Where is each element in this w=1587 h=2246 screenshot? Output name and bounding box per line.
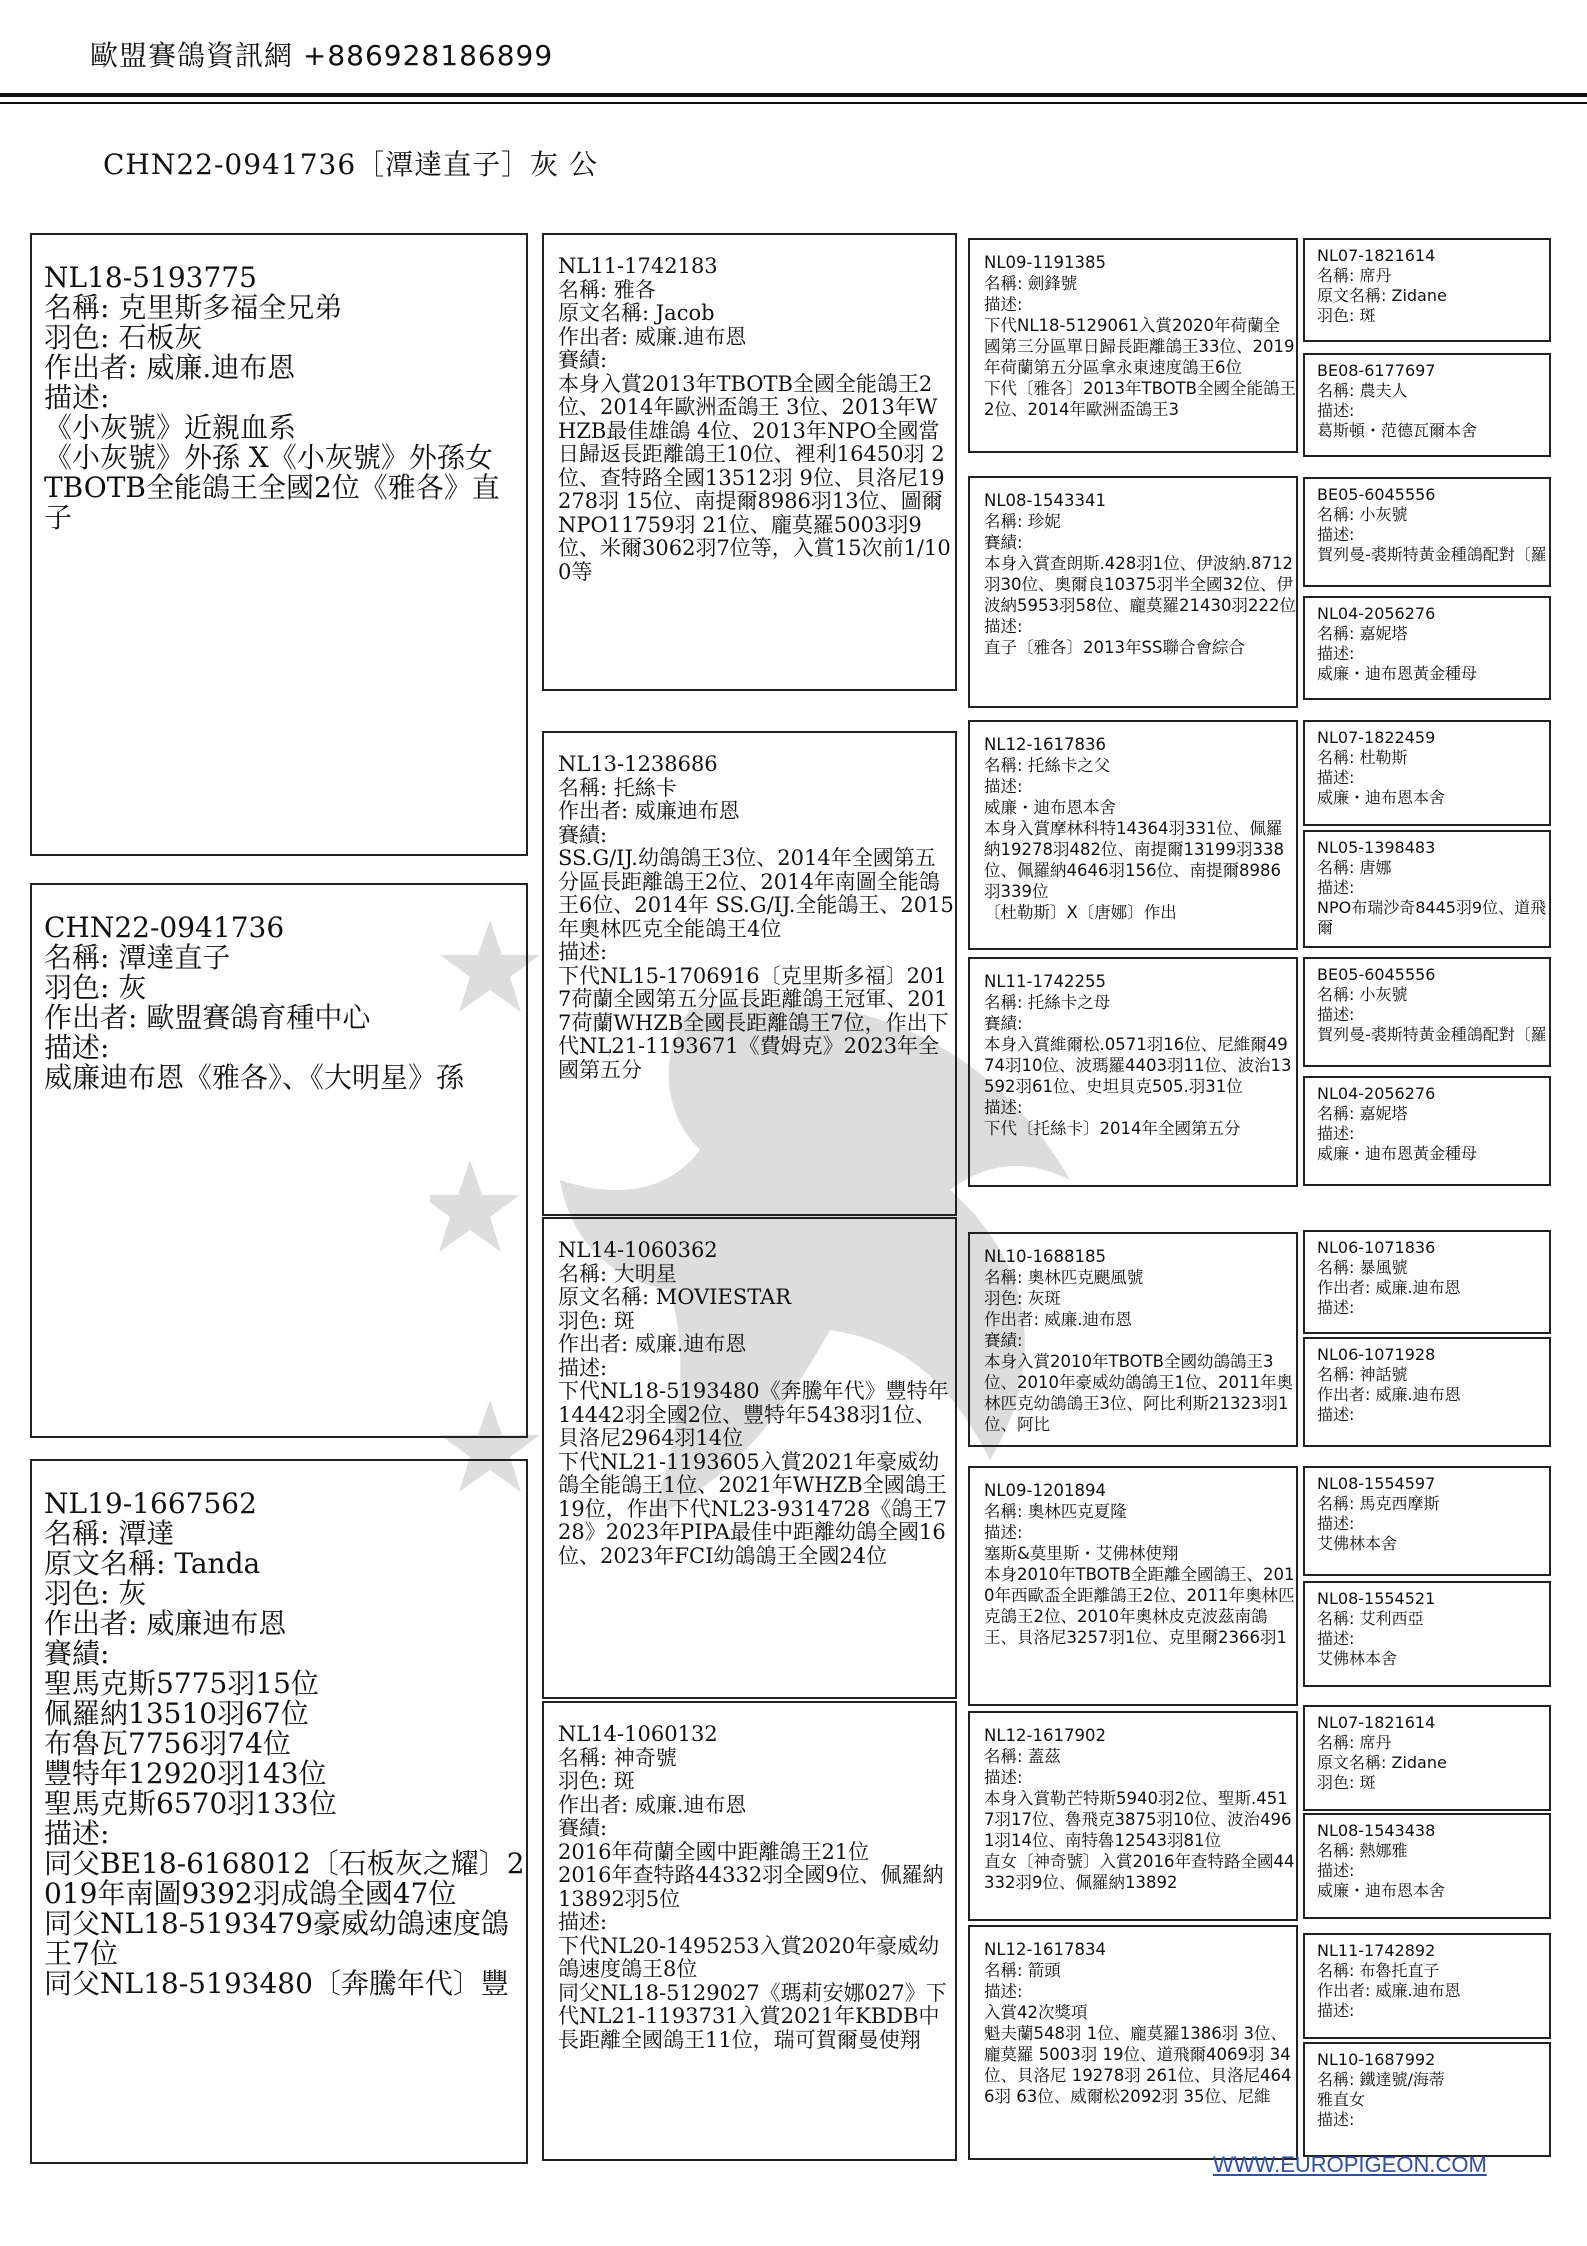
gggp-text: NL06-1071928 名稱: 神話號 作出者: 威廉.迪布恩 描述:: [1317, 1345, 1461, 1424]
gggp-box: [1303, 1813, 1551, 1919]
gggp-box: [1303, 1581, 1551, 1687]
ggp-text: NL09-1201894 名稱: 奧林匹克夏隆 描述: 塞斯&莫里斯・艾佛林使翔 本身2010年TBOTB全距離全國鴿王、2010年西歐盃全距離鴿王2位、2011年奧林匹克鴿王2位、2010年奧林皮克波茲南鴿王、貝洛尼3257羽1位、克里爾2366羽1: [984, 1481, 1295, 1647]
gggp-box: [1303, 1230, 1551, 1334]
ggp-text: NL12-1617836 名稱: 托絲卡之父 描述: 威廉・迪布恩本舍 本身入賞摩林科特14364羽331位、佩羅納19278羽482位、南提爾13199羽338位、佩羅納4646羽156位、南提爾8986羽339位 〔杜勒斯〕X〔唐娜〕作出: [984, 735, 1284, 922]
gggp-box: [1303, 477, 1551, 587]
gggp-text: NL04-2056276 名稱: 嘉妮塔 描述: 威廉・迪布恩黃金種母: [1317, 604, 1478, 683]
ggp-text: NL12-1617834 名稱: 箭頭 描述: 入賞42次獎項 魁夫蘭548羽 1位、龐莫羅1386羽 3位、龐莫羅 5003羽 19位、道飛爾4069羽 34位、貝洛尼 19278羽 261位、貝洛尼4646羽 63位、威爾松2092羽 35位、尼維: [984, 1940, 1292, 2106]
sire-text: NL18-5193775 名稱: 克里斯多福全兄弟 羽色: 石板灰 作出者: 威廉.迪布恩 描述: 《小灰號》近親血系 《小灰號》外孫 X《小灰號》外孫女 TBOTB全能鴿王全國2位《雅各》直子: [44, 261, 500, 534]
gggp-text: NL06-1071836 名稱: 暴風號 作出者: 威廉.迪布恩 描述:: [1317, 1238, 1461, 1317]
ggp-text: NL11-1742255 名稱: 托絲卡之母 賽績: 本身入賞維爾松.0571羽16位、尼維爾4974羽10位、波瑪羅4403羽11位、波治13592羽61位、史坦貝克505.羽31位 描述: 下代〔托絲卡〕2014年全國第五分: [984, 972, 1292, 1138]
ggp-text: NL08-1543341 名稱: 珍妮 賽績: 本身入賞查朗斯.428羽1位、伊波納.8712羽30位、奧爾良10375羽半全國32位、伊波納5953羽58位、龐莫羅21430羽222位 描述: 直子〔雅各〕2013年SS聯合會綜合: [984, 491, 1296, 657]
gggp-box: [1303, 1466, 1551, 1576]
gggp-text: BE05-6045556 名稱: 小灰號 描述: 賀列曼-裘斯特黃金種鴿配對〔羅: [1317, 965, 1547, 1044]
gggp-box: [1303, 1337, 1551, 1447]
gggp-text: NL07-1821614 名稱: 席丹 原文名稱: Zidane 羽色: 斑: [1317, 1713, 1447, 1792]
grandparent-text: NL13-1238686 名稱: 托絲卡 作出者: 威廉迪布恩 賽績: SS.G/IJ.幼鴿鴿王3位、2014年全國第五分區長距離鴿王2位、2014年南圖全能鴿王6位、2014年 SS.G/IJ.全能鴿王、2015年奧林匹克全能鴿王4位 描述: 下代NL15-1706916〔克里斯多福〕2017荷蘭全國第五分區長距離鴿王冠軍、2017荷蘭WHZB全國長距離鴿王7位，作出下代NL21-1193671《費姆克》2023年全國第五分: [558, 752, 954, 1082]
gggp-text: BE08-6177697 名稱: 農夫人 描述: 葛斯頓・范德瓦爾本舍: [1317, 361, 1478, 440]
site-header-text: 歐盟賽鴿資訊網 +886928186899: [90, 39, 554, 72]
pedigree-title: CHN22-0941736［潭達直子］灰 公: [103, 148, 599, 181]
gggp-box: [1303, 720, 1551, 826]
sire-box: [30, 233, 528, 856]
gggp-text: NL04-2056276 名稱: 嘉妮塔 描述: 威廉・迪布恩黃金種母: [1317, 1084, 1478, 1163]
gggp-box: [1303, 596, 1551, 700]
gggp-text: NL11-1742892 名稱: 布魯托直子 作出者: 威廉.迪布恩 描述:: [1317, 1941, 1461, 2020]
gggp-box: [1303, 1705, 1551, 1811]
ggp-box: [968, 720, 1298, 950]
ggp-box: [968, 1232, 1298, 1447]
ggp-text: NL12-1617902 名稱: 蓋茲 描述: 本身入賞勒芒特斯5940羽2位、聖斯.4517羽17位、魯飛克3875羽10位、波治4961羽14位、南特魯12543羽81位 直女〔神奇號〕入賞2016年查特路全國44332羽9位、佩羅納13892: [984, 1726, 1295, 1892]
europigeon-link[interactable]: WWW.EUROPIGEON.COM: [1213, 2152, 1487, 2177]
dam-box: [30, 1459, 528, 2164]
ggp-box: [968, 1711, 1298, 1921]
grandparent-text: NL11-1742183 名稱: 雅各 原文名稱: Jacob 作出者: 威廉.迪布恩 賽績: 本身入賞2013年TBOTB全國全能鴿王2位、2014年歐洲盃鴿王 3位、2013年WHZB最佳雄鴿 4位、2013年NPO全國當日歸返長距離鴿王10位、裡利16450羽 2位、查特路全國13512羽 9位、貝洛尼19278羽 15位、南提爾8986羽13位、圖爾NPO11759羽 21位、龐莫羅5003羽9位、米爾3062羽7位等，入賞15次前1/100等: [558, 254, 951, 584]
gggp-text: NL05-1398483 名稱: 唐娜 描述: NPO布瑞沙奇8445羽9位、道飛爾: [1317, 838, 1547, 937]
grandsire-paternal-box: [542, 233, 957, 691]
grandparent-text: NL14-1060362 名稱: 大明星 原文名稱: MOVIESTAR 羽色: 斑 作出者: 威廉.迪布恩 描述: 下代NL18-5193480《奔騰年代》豐特年14442羽全國2位、豐特年5438羽1位、貝洛尼2964羽14位 下代NL21-1193605入賞2021年豪威幼鴿全能鴿王1位、2021年WHZB全國鴿王19位，作出下代NL23-9314728《鴿王728》2023年PIPA最佳中距離幼鴿全國16位、2023年FCI幼鴿鴿王全國24位: [558, 1238, 949, 1568]
gggp-text: NL07-1821614 名稱: 席丹 原文名稱: Zidane 羽色: 斑: [1317, 246, 1447, 325]
gggp-text: NL07-1822459 名稱: 杜勒斯 描述: 威廉・迪布恩本舍: [1317, 728, 1446, 807]
ggp-text: NL10-1688185 名稱: 奧林匹克颶風號 羽色: 灰斑 作出者: 威廉.迪布恩 賽績: 本身入賞2010年TBOTB全國幼鴿鴿王3位、2010年豪威幼鴿鴿王1位、2011年奧林匹克幼鴿鴿王3位、阿比利斯21323羽1位、阿比: [984, 1247, 1293, 1434]
header-rule-thin: [0, 102, 1587, 104]
gggp-box: [1303, 353, 1551, 457]
gggp-box: [1303, 2042, 1551, 2157]
grandsire-maternal-box: [542, 1217, 957, 1699]
ggp-box: [968, 476, 1298, 708]
gggp-text: BE05-6045556 名稱: 小灰號 描述: 賀列曼-裘斯特黃金種鴿配對〔羅: [1317, 485, 1547, 564]
gggp-box: [1303, 1933, 1551, 2039]
gggp-box: [1303, 1076, 1551, 1186]
dam-text: NL19-1667562 名稱: 潭達 原文名稱: Tanda 羽色: 灰 作出者: 威廉迪布恩 賽績: 聖馬克斯5775羽15位 佩羅納13510羽67位 布魯瓦7756羽74位 豐特年12920羽143位 聖馬克斯6570羽133位 描述: 同父BE18-6168012〔石板灰之耀〕2019年南圖9392羽成鴿全國47位 同父NL18-5193479豪威幼鴿速度鴿王7位 同父NL18-5193480〔奔騰年代〕豐: [44, 1487, 525, 2000]
gggp-box: [1303, 830, 1551, 948]
header-rule-thick: [0, 93, 1587, 97]
gggp-text: NL08-1554597 名稱: 馬克西摩斯 描述: 艾佛林本舍: [1317, 1474, 1440, 1553]
granddam-maternal-box: [542, 1701, 957, 2161]
ggp-box: [968, 238, 1298, 453]
grandparent-text: NL14-1060132 名稱: 神奇號 羽色: 斑 作出者: 威廉.迪布恩 賽績: 2016年荷蘭全國中距離鴿王21位 2016年查特路44332羽全國9位、佩羅納13892羽5位 描述: 下代NL20-1495253入賞2020年豪威幼鴿速度鴿王8位 同父NL18-5129027《瑪莉安娜027》下代NL21-1193731入賞2021年KBDB中長距離全國鴿王11位，瑞可賀爾曼使翔: [558, 1722, 947, 2052]
ggp-box: [968, 957, 1298, 1187]
subject-box: [30, 883, 528, 1438]
gggp-box: [1303, 957, 1551, 1067]
subject-text: CHN22-0941736 名稱: 潭達直子 羽色: 灰 作出者: 歐盟賽鴿育種中心 描述: 威廉迪布恩《雅各》、《大明星》孫: [44, 911, 465, 1094]
ggp-box: [968, 1925, 1298, 2160]
granddam-paternal-box: [542, 731, 957, 1216]
gggp-text: NL08-1554521 名稱: 艾利西亞 描述: 艾佛林本舍: [1317, 1589, 1436, 1668]
gggp-text: NL08-1543438 名稱: 熱娜雅 描述: 威廉・迪布恩本舍: [1317, 1821, 1446, 1900]
gggp-box: [1303, 238, 1551, 342]
ggp-text: NL09-1191385 名稱: 劍鋒號 描述: 下代NL18-5129061入賞2020年荷蘭全國第三分區單日歸長距離鴿王33位、2019年荷蘭第五分區拿永東速度鴿王6位 下代〔雅各〕2013年TBOTB全國全能鴿王2位、2014年歐洲盃鴿王3: [984, 253, 1296, 419]
ggp-box: [968, 1466, 1298, 1706]
gggp-text: NL10-1687992 名稱: 鐵達號/海蒂 雅直女 描述:: [1317, 2050, 1445, 2129]
